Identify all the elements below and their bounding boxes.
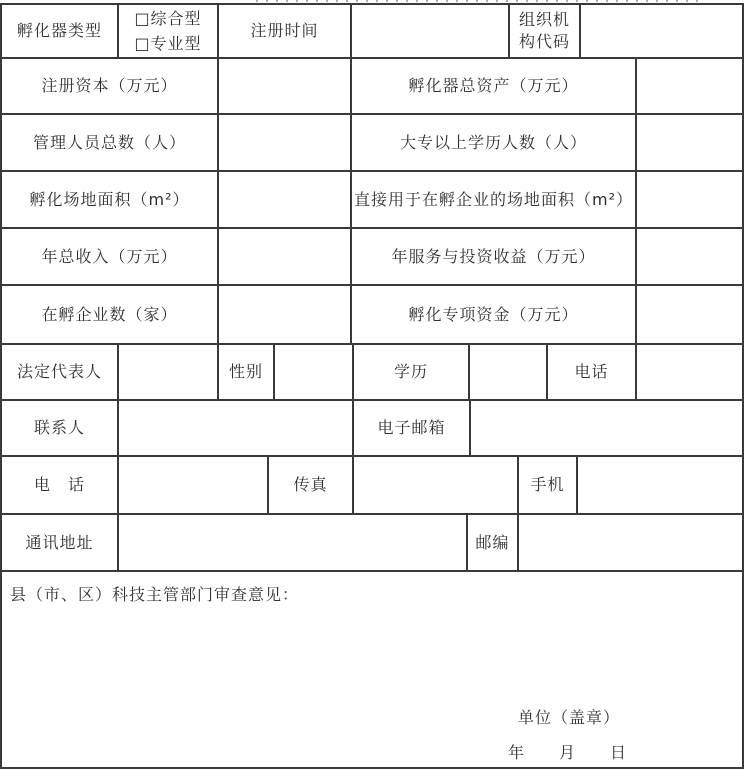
reg-time-label: 注册时间 [219,5,352,59]
contact-label: 联系人 [2,401,119,457]
incubator-type-label: 孵化器类型 [2,5,119,59]
zip-value-cell[interactable] [519,515,742,572]
service-investment-income-value-cell[interactable] [637,229,742,286]
phone-value-cell[interactable] [119,457,269,515]
special-fund-label: 孵化专项资金（万元） [352,286,637,345]
registered-capital-value-cell[interactable] [219,59,352,115]
college-staff-value-cell[interactable] [637,115,742,172]
row-phone-fax-mobile [2,457,742,515]
contact-value-cell[interactable] [119,401,354,457]
annual-income-label: 年总收入（万元） [2,229,219,286]
clipped-text-artifact [256,0,704,2]
management-staff-label: 管理人员总数（人） [2,115,219,172]
address-label: 通讯地址 [2,515,119,572]
phone-label: 电 话 [2,457,119,515]
row-mailing-address [2,515,742,572]
unit-seal-line: 单位（盖章） [518,708,621,727]
email-value-cell[interactable] [471,401,742,457]
special-fund-value-cell[interactable] [637,286,742,345]
education-value-cell[interactable] [470,345,548,401]
mobile-label: 手机 [519,457,578,515]
gender-label: 性别 [219,345,275,401]
registered-capital-label: 注册资本（万元） [2,59,219,115]
legal-rep-value-cell[interactable] [119,345,219,401]
tenant-count-label: 在孵企业数（家） [2,286,219,345]
college-staff-label: 大专以上学历人数（人） [352,115,637,172]
fax-label: 传真 [269,457,354,515]
zip-label: 邮编 [468,515,519,572]
total-assets-label: 孵化器总资产（万元） [352,59,637,115]
service-investment-income-label: 年服务与投资收益（万元） [352,229,637,286]
type-option-professional[interactable]: □专业型 [134,34,202,53]
org-code-value-cell[interactable] [581,5,742,59]
address-value-cell[interactable] [119,515,468,572]
form-table [0,3,744,769]
row-management-staff [2,115,742,172]
annual-income-value-cell[interactable] [219,229,352,286]
mobile-value-cell[interactable] [578,457,742,515]
tenant-area-label: 直接用于在孵企业的场地面积（m²） [352,172,637,229]
total-assets-value-cell[interactable] [637,59,742,115]
review-opinion-section[interactable] [2,572,742,767]
row-tenant-count [2,286,742,345]
row-annual-income [2,229,742,286]
incubation-area-value-cell[interactable] [219,172,352,229]
education-label: 学历 [354,345,470,401]
reg-time-value-cell[interactable] [352,5,510,59]
date-line: 年 月 日 [508,743,628,762]
review-opinion-title: 县（市、区）科技主管部门审查意见： [10,585,300,604]
legal-rep-label: 法定代表人 [2,345,119,401]
org-code-label: 组织机构代码 [510,5,581,59]
row-registered-capital [2,59,742,115]
tenant-count-value-cell[interactable] [219,286,352,345]
gender-value-cell[interactable] [275,345,354,401]
rep-phone-value-cell[interactable] [637,345,742,401]
incubator-type-options-cell [119,5,219,59]
fax-value-cell[interactable] [354,457,519,515]
row-contact-person [2,401,742,457]
type-option-comprehensive[interactable]: □综合型 [134,9,202,28]
row-incubator-type [2,5,742,59]
row-incubation-area [2,172,742,229]
email-label: 电子邮箱 [354,401,471,457]
management-staff-value-cell[interactable] [219,115,352,172]
tenant-area-value-cell[interactable] [637,172,742,229]
rep-phone-label: 电话 [548,345,637,401]
incubation-area-label: 孵化场地面积（m²） [2,172,219,229]
row-legal-representative [2,345,742,401]
